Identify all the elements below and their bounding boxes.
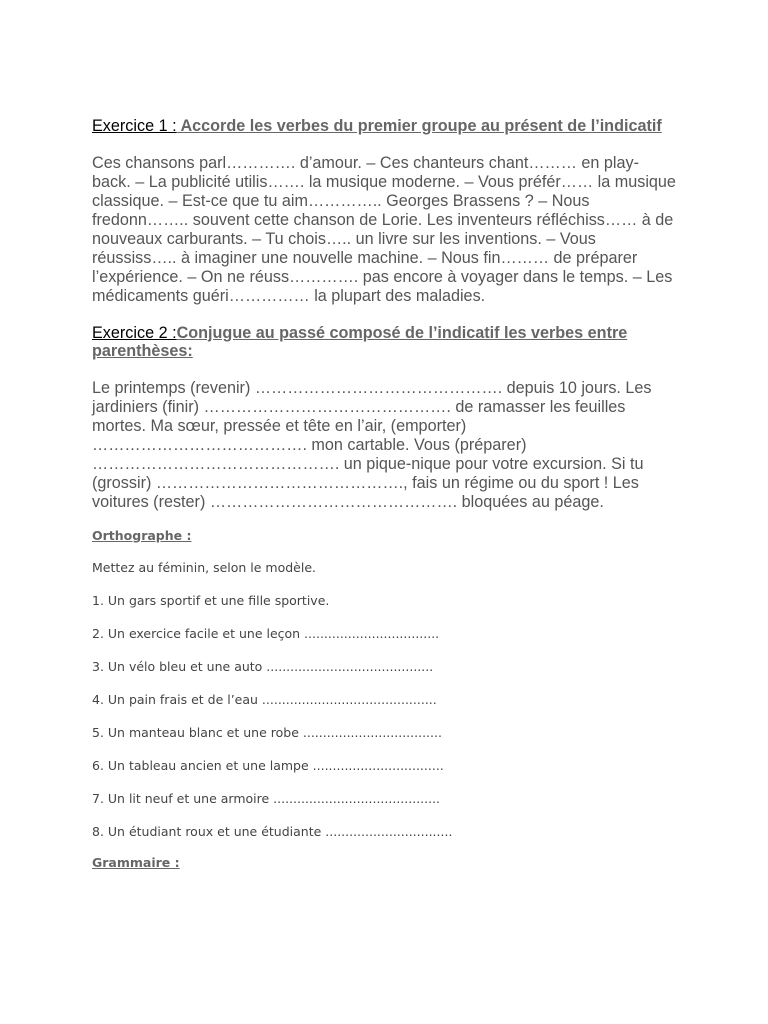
- orthographe-instruction: Mettez au féminin, selon le modèle.: [92, 559, 317, 575]
- exercise-1-heading: [92, 117, 676, 136]
- list-item: 4. Un pain frais et de l’eau ............................................: [92, 691, 437, 707]
- exercise-2-label: Exercice 2 :: [92, 323, 177, 342]
- list-item: 1. Un gars sportif et une fille sportive.: [92, 592, 330, 608]
- exercise-1-title: Accorde les verbes du premier groupe au présent de l’indicatif: [176, 117, 662, 135]
- exercise-1-label: Exercice 1 :: [92, 117, 177, 135]
- document-page: [92, 117, 676, 870]
- exercise-2-heading: [92, 324, 676, 361]
- list-item: 8. Un étudiant roux et une étudiante ................................: [92, 823, 453, 839]
- list-item: 5. Un manteau blanc et une robe ...................................: [92, 724, 442, 740]
- orthographe-heading: Orthographe :: [92, 527, 192, 543]
- list-item: 7. Un lit neuf et une armoire ..........................................: [92, 790, 441, 806]
- exercise-2-title: Conjugue au passé composé de l’indicatif les verbes entre parenthèses:: [92, 323, 628, 360]
- list-item: 2. Un exercice facile et une leçon ..................................: [92, 625, 440, 641]
- list-item: 3. Un vélo bleu et une auto ..........................................: [92, 658, 434, 674]
- exercise-1-text: Ces chansons parl…………. d’amour. – Ces chanteurs chant……… en play-back. – La publicité utilis……. la musique moderne. – Vous préfér…… la musique classique. – Est-ce que tu aim………….. Georges Brassens ? – Nous fredonn…….. souvent cette chanson de Lorie. Les inventeurs réfléchiss…… à de nouveaux carburants. – Tu chois….. un livre sur les inventions. – Vous réussiss….. à imaginer une nouvelle machine. – Nous fin……… de préparer l’expérience. – On ne réuss…………. pas encore à voyager dans le temps. – Les médicaments guéri…………… la plupart des maladies.: [92, 153, 676, 305]
- exercise-2-text: Le printemps (revenir) ………………………………………. depuis 10 jours. Les jardiniers (finir) ………………………………………. de ramasser les feuilles mortes. Ma sœur, pressée et tête en l’air, (emporter) …………………………………. mon cartable. Vous (préparer) ………………………………………. un pique-nique pour votre excursion. Si tu (grossir) ………………………………………., fais un régime ou du sport ! Les voitures (rester) ………………………………………. bloquées au péage.: [92, 378, 652, 511]
- list-item: 6. Un tableau ancien et une lampe .................................: [92, 757, 444, 773]
- grammaire-heading: Grammaire :: [92, 854, 180, 870]
